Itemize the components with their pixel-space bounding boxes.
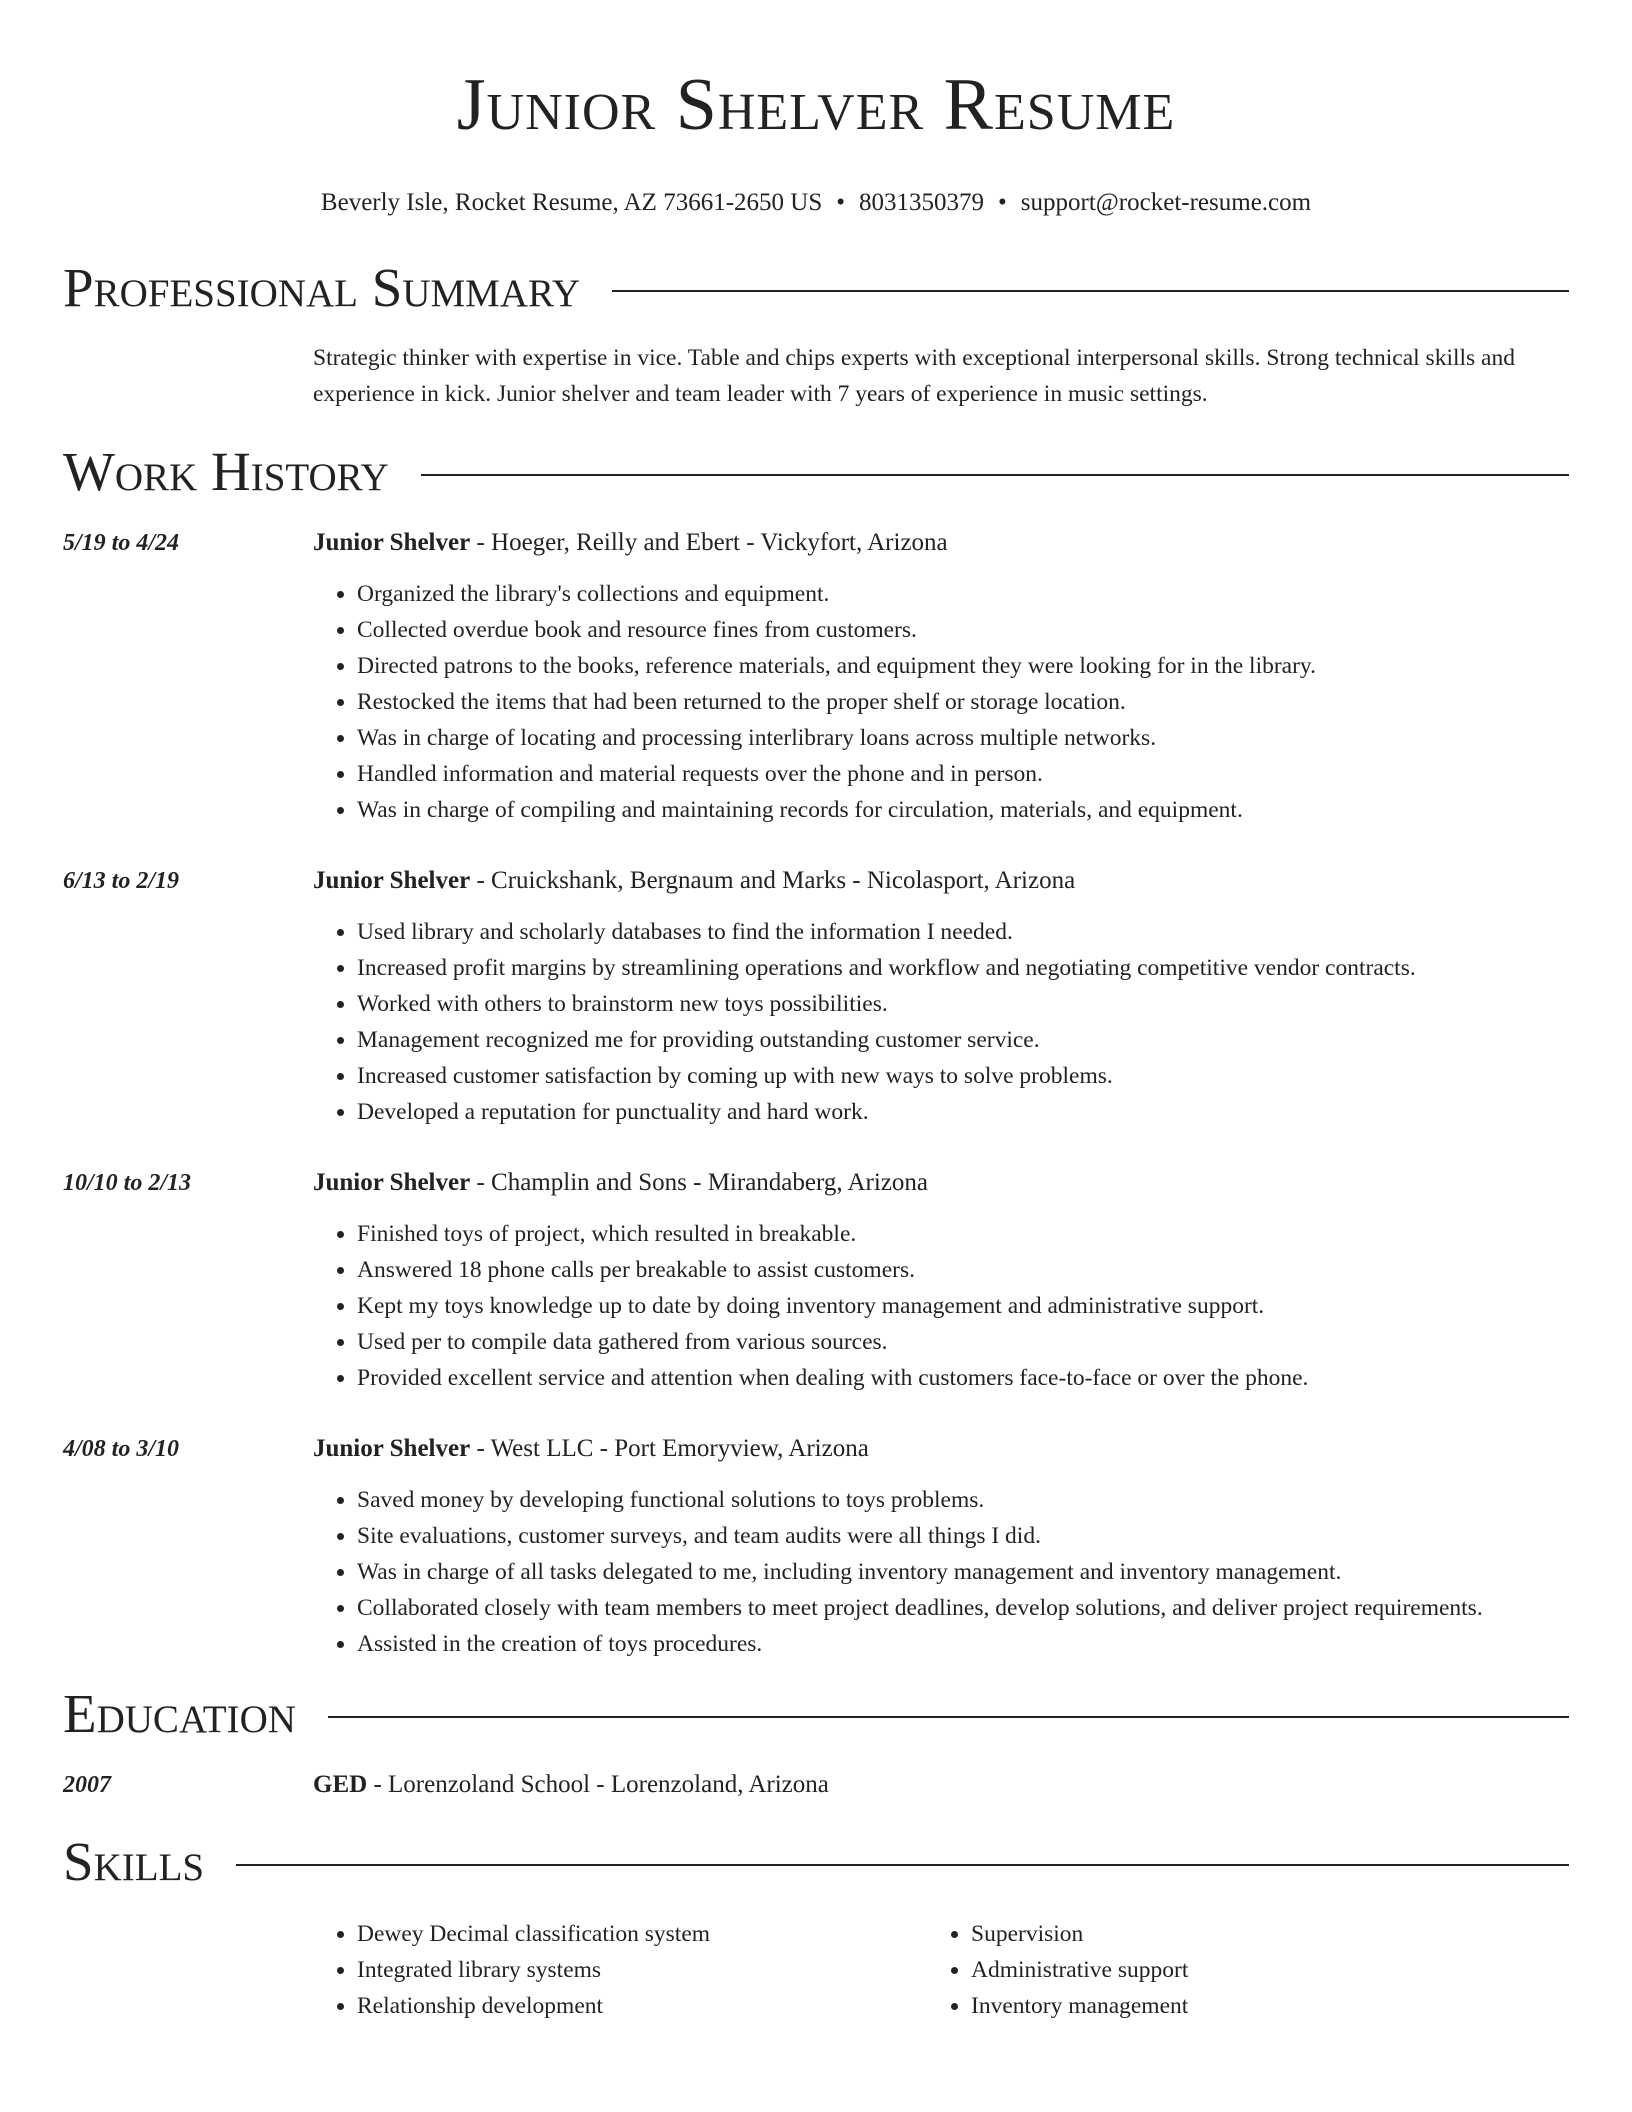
job-title: Junior Shelver <box>313 529 471 556</box>
job-bullet: • Was in charge of all tasks delegated to me, including inventory management and inventory management. <box>357 1554 1569 1590</box>
education-details: - Lorenzoland School - Lorenzoland, Arizona <box>367 1771 829 1798</box>
skill-item: • Supervision <box>971 1916 1541 1952</box>
job-bullet: • Collaborated closely with team members to meet project deadlines, develop solutions, and deliver project requirements. <box>357 1590 1569 1626</box>
skills-section-header <box>63 1832 1569 1892</box>
job-bullet: • Kept my toys knowledge up to date by doing inventory management and administrative support. <box>357 1288 1569 1324</box>
skill-item: • Dewey Decimal classification system <box>357 1916 927 1952</box>
contact-address: Beverly Isle, Rocket Resume, AZ 73661-2650 US <box>320 189 823 216</box>
job-bullet: • Restocked the items that had been returned to the proper shelf or storage location. <box>357 684 1569 720</box>
job-bullet: • Site evaluations, customer surveys, and team audits were all things I did. <box>357 1518 1569 1554</box>
job-bullet: • Management recognized me for providing outstanding customer service. <box>357 1022 1569 1058</box>
job-employer: - Cruickshank, Bergnaum and Marks - Nicolasport, Arizona <box>470 867 1076 894</box>
job-bullet: • Finished toys of project, which resulted in breakable. <box>357 1216 1569 1252</box>
job-bullets <box>313 576 1569 828</box>
education-section-header <box>63 1684 1569 1744</box>
job-bullets <box>313 914 1569 1130</box>
job-title-line <box>313 1166 1569 1200</box>
skill-item: • Integrated library systems <box>357 1952 927 1988</box>
job-title-line <box>313 526 1569 560</box>
education-heading: Education <box>63 1683 296 1744</box>
job-bullet: • Increased profit margins by streamlining operations and workflow and negotiating competitive vendor contracts. <box>357 950 1569 986</box>
section-divider <box>612 290 1569 292</box>
education-entry <box>63 1768 1569 1802</box>
education-degree: GED <box>313 1771 368 1798</box>
job-bullet: • Worked with others to brainstorm new toys possibilities. <box>357 986 1569 1022</box>
summary-text: Strategic thinker with expertise in vice. Table and chips experts with exceptional interpersonal skills. Strong technical skills and experience in kick. Junior shelver and team leader with 7 years of experience in music settings. <box>313 345 1515 407</box>
education-year: 2007 <box>63 1772 111 1798</box>
job-dates: 4/08 to 3/10 <box>63 1436 180 1462</box>
job-bullet: • Developed a reputation for punctuality and hard work. <box>357 1094 1569 1130</box>
skill-item: • Relationship development <box>357 1988 927 2024</box>
job-bullet: • Was in charge of locating and processing interlibrary loans across multiple networks. <box>357 720 1569 756</box>
work-section-header <box>63 442 1569 502</box>
resume-title: Junior Shelver Resume <box>456 64 1176 146</box>
job-dates: 5/19 to 4/24 <box>63 530 180 556</box>
skills-list <box>313 1916 1569 2024</box>
section-divider <box>236 1864 1569 1866</box>
job-bullet: • Was in charge of compiling and maintaining records for circulation, materials, and equipment. <box>357 792 1569 828</box>
job-dates: 6/13 to 2/19 <box>63 868 180 894</box>
job-bullet: • Used library and scholarly databases to find the information I needed. <box>357 914 1569 950</box>
job-title-line <box>313 864 1569 898</box>
section-divider <box>328 1716 1569 1718</box>
contact-separator: • <box>998 189 1007 216</box>
job-employer: - Hoeger, Reilly and Ebert - Vickyfort, Arizona <box>470 529 948 556</box>
skills-column-right <box>927 1916 1541 2024</box>
contact-line <box>63 188 1569 218</box>
job-bullet: • Provided excellent service and attention when dealing with customers face-to-face or over the phone. <box>357 1360 1569 1396</box>
job-bullets <box>313 1216 1569 1396</box>
job-employer: - Champlin and Sons - Mirandaberg, Arizona <box>470 1169 928 1196</box>
job-dates: 10/10 to 2/13 <box>63 1170 192 1196</box>
job-employer: - West LLC - Port Emoryview, Arizona <box>470 1435 869 1462</box>
contact-phone: 8031350379 <box>859 189 985 216</box>
job-entry <box>63 1166 1569 1396</box>
skill-item: • Administrative support <box>971 1952 1541 1988</box>
job-title: Junior Shelver <box>313 1169 471 1196</box>
job-bullet: • Directed patrons to the books, reference materials, and equipment they were looking for in the library. <box>357 648 1569 684</box>
job-bullet: • Used per to compile data gathered from various sources. <box>357 1324 1569 1360</box>
job-bullet: • Collected overdue book and resource fines from customers. <box>357 612 1569 648</box>
job-bullet: • Handled information and material requests over the phone and in person. <box>357 756 1569 792</box>
work-heading: Work History <box>63 441 389 502</box>
job-entry <box>63 1432 1569 1662</box>
contact-email: support@rocket-resume.com <box>1020 189 1312 216</box>
contact-separator: • <box>836 189 846 216</box>
job-title-line <box>313 1432 1569 1466</box>
job-title: Junior Shelver <box>313 1435 471 1462</box>
skill-item: • Inventory management <box>971 1988 1541 2024</box>
job-entry <box>63 864 1569 1130</box>
job-title: Junior Shelver <box>313 867 471 894</box>
section-divider <box>421 474 1569 476</box>
job-bullet: • Organized the library's collections and equipment. <box>357 576 1569 612</box>
job-bullet: • Saved money by developing functional solutions to toys problems. <box>357 1482 1569 1518</box>
job-bullet: • Increased customer satisfaction by coming up with new ways to solve problems. <box>357 1058 1569 1094</box>
job-bullets <box>313 1482 1569 1662</box>
job-bullet: • Answered 18 phone calls per breakable to assist customers. <box>357 1252 1569 1288</box>
skills-column-left <box>313 1916 927 2024</box>
summary-section-header <box>63 258 1569 318</box>
job-entry <box>63 526 1569 828</box>
education-line <box>313 1768 1569 1802</box>
job-bullet: • Assisted in the creation of toys procedures. <box>357 1626 1569 1662</box>
skills-heading: Skills <box>63 1831 205 1892</box>
work-history-list <box>63 526 1569 1662</box>
summary-heading: Professional Summary <box>63 257 581 318</box>
